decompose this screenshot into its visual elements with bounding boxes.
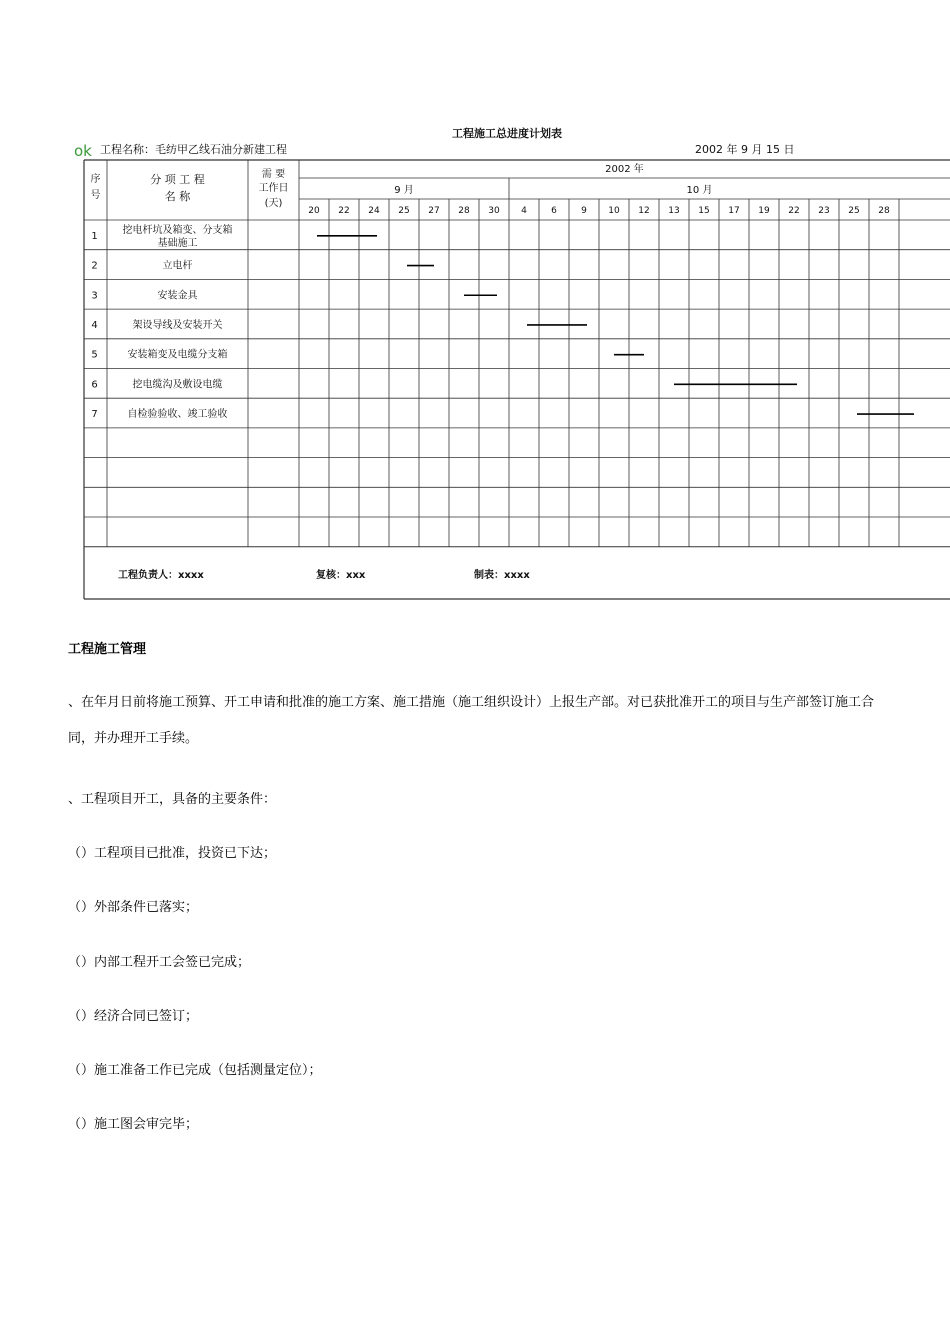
watermark-text: ok — [74, 142, 92, 160]
day-label: 17 — [728, 206, 740, 216]
header-seq: 序 — [90, 174, 101, 185]
day-label: 9 — [581, 206, 587, 216]
day-label: 30 — [488, 206, 500, 216]
task-name: 架设导线及安装开关 — [132, 319, 223, 331]
day-label: 22 — [338, 206, 350, 216]
day-label: 20 — [308, 206, 320, 216]
table-headers — [91, 162, 890, 216]
task-seq: 6 — [91, 379, 98, 391]
paragraph-2: 、工程项目开工，具备的主要条件： — [68, 792, 277, 807]
footer-maker: 制表：xxxx — [474, 570, 530, 581]
task-name: 挖电缆沟及敷设电缆 — [132, 379, 223, 391]
condition-item: （）施工图会审完毕； — [68, 1117, 199, 1132]
project-name: 工程名称：毛纺甲乙线石油分新建工程 — [100, 143, 287, 156]
condition-item: （）经济合同已签订； — [68, 1009, 199, 1024]
task-seq: 2 — [91, 260, 98, 272]
task-seq: 1 — [91, 230, 98, 242]
schedule-chart — [70, 120, 950, 610]
condition-item: （）工程项目已批准，投资已下达； — [68, 846, 277, 861]
day-label: 28 — [458, 206, 470, 216]
gantt-svg — [70, 120, 950, 610]
task-name: 安装金具 — [157, 290, 198, 302]
header-seq: 号 — [90, 190, 101, 201]
year-header: 2002 年 — [605, 164, 644, 175]
day-label: 15 — [698, 206, 710, 216]
task-seq: 5 — [91, 349, 98, 361]
condition-item: （）外部条件已落实； — [68, 900, 199, 915]
task-name: 挖电杆坑及箱变、分支箱 — [122, 224, 233, 236]
day-label: 10 — [608, 206, 620, 216]
day-label: 25 — [398, 206, 410, 216]
section-heading: 工程施工管理 — [68, 642, 147, 657]
task-seq: 4 — [91, 319, 98, 331]
day-label: 22 — [788, 206, 800, 216]
chart-title: 工程施工总进度计划表 — [452, 127, 562, 140]
day-label: 24 — [368, 206, 380, 216]
condition-item: （）内部工程开工会签已完成； — [68, 955, 251, 970]
header-days: (天) — [264, 198, 283, 209]
day-label: 27 — [428, 206, 440, 216]
month-header: 9 月 — [394, 185, 414, 196]
task-name: 安装箱变及电缆分支箱 — [127, 349, 228, 361]
footer-manager: 工程负责人：xxxx — [118, 570, 204, 581]
day-label: 4 — [521, 206, 527, 216]
header-days: 需 要 — [261, 169, 286, 180]
footer-reviewer: 复核：xxx — [316, 570, 366, 581]
task-name: 立电杆 — [162, 260, 193, 272]
day-label: 12 — [638, 206, 650, 216]
task-rows — [91, 223, 232, 420]
gantt-bars — [317, 236, 914, 414]
task-seq: 3 — [91, 290, 98, 302]
day-label: 28 — [878, 206, 890, 216]
date-label: 2002 年 9 月 15 日 — [695, 143, 795, 156]
day-label: 6 — [551, 206, 557, 216]
day-label: 13 — [668, 206, 680, 216]
condition-item: （）施工准备工作已完成（包括测量定位）； — [68, 1063, 322, 1078]
task-name: 基础施工 — [157, 237, 198, 249]
header-name: 分 项 工 程 — [150, 173, 205, 186]
task-seq: 7 — [91, 409, 98, 421]
header-days: 工作日 — [258, 183, 289, 194]
task-name: 自检验验收、竣工验收 — [127, 409, 228, 421]
day-label: 25 — [848, 206, 860, 216]
paragraph-1: 、在年月日前将施工预算、开工申请和批准的施工方案、施工措施（施工组织设计）上报生产部。对已获批准开工的项目与生产部签订施工合同，并办理开工手续。 — [68, 695, 875, 746]
day-label: 19 — [758, 206, 770, 216]
day-label: 23 — [818, 206, 830, 216]
month-header: 10 月 — [686, 185, 713, 196]
header-name: 名 称 — [164, 190, 191, 203]
